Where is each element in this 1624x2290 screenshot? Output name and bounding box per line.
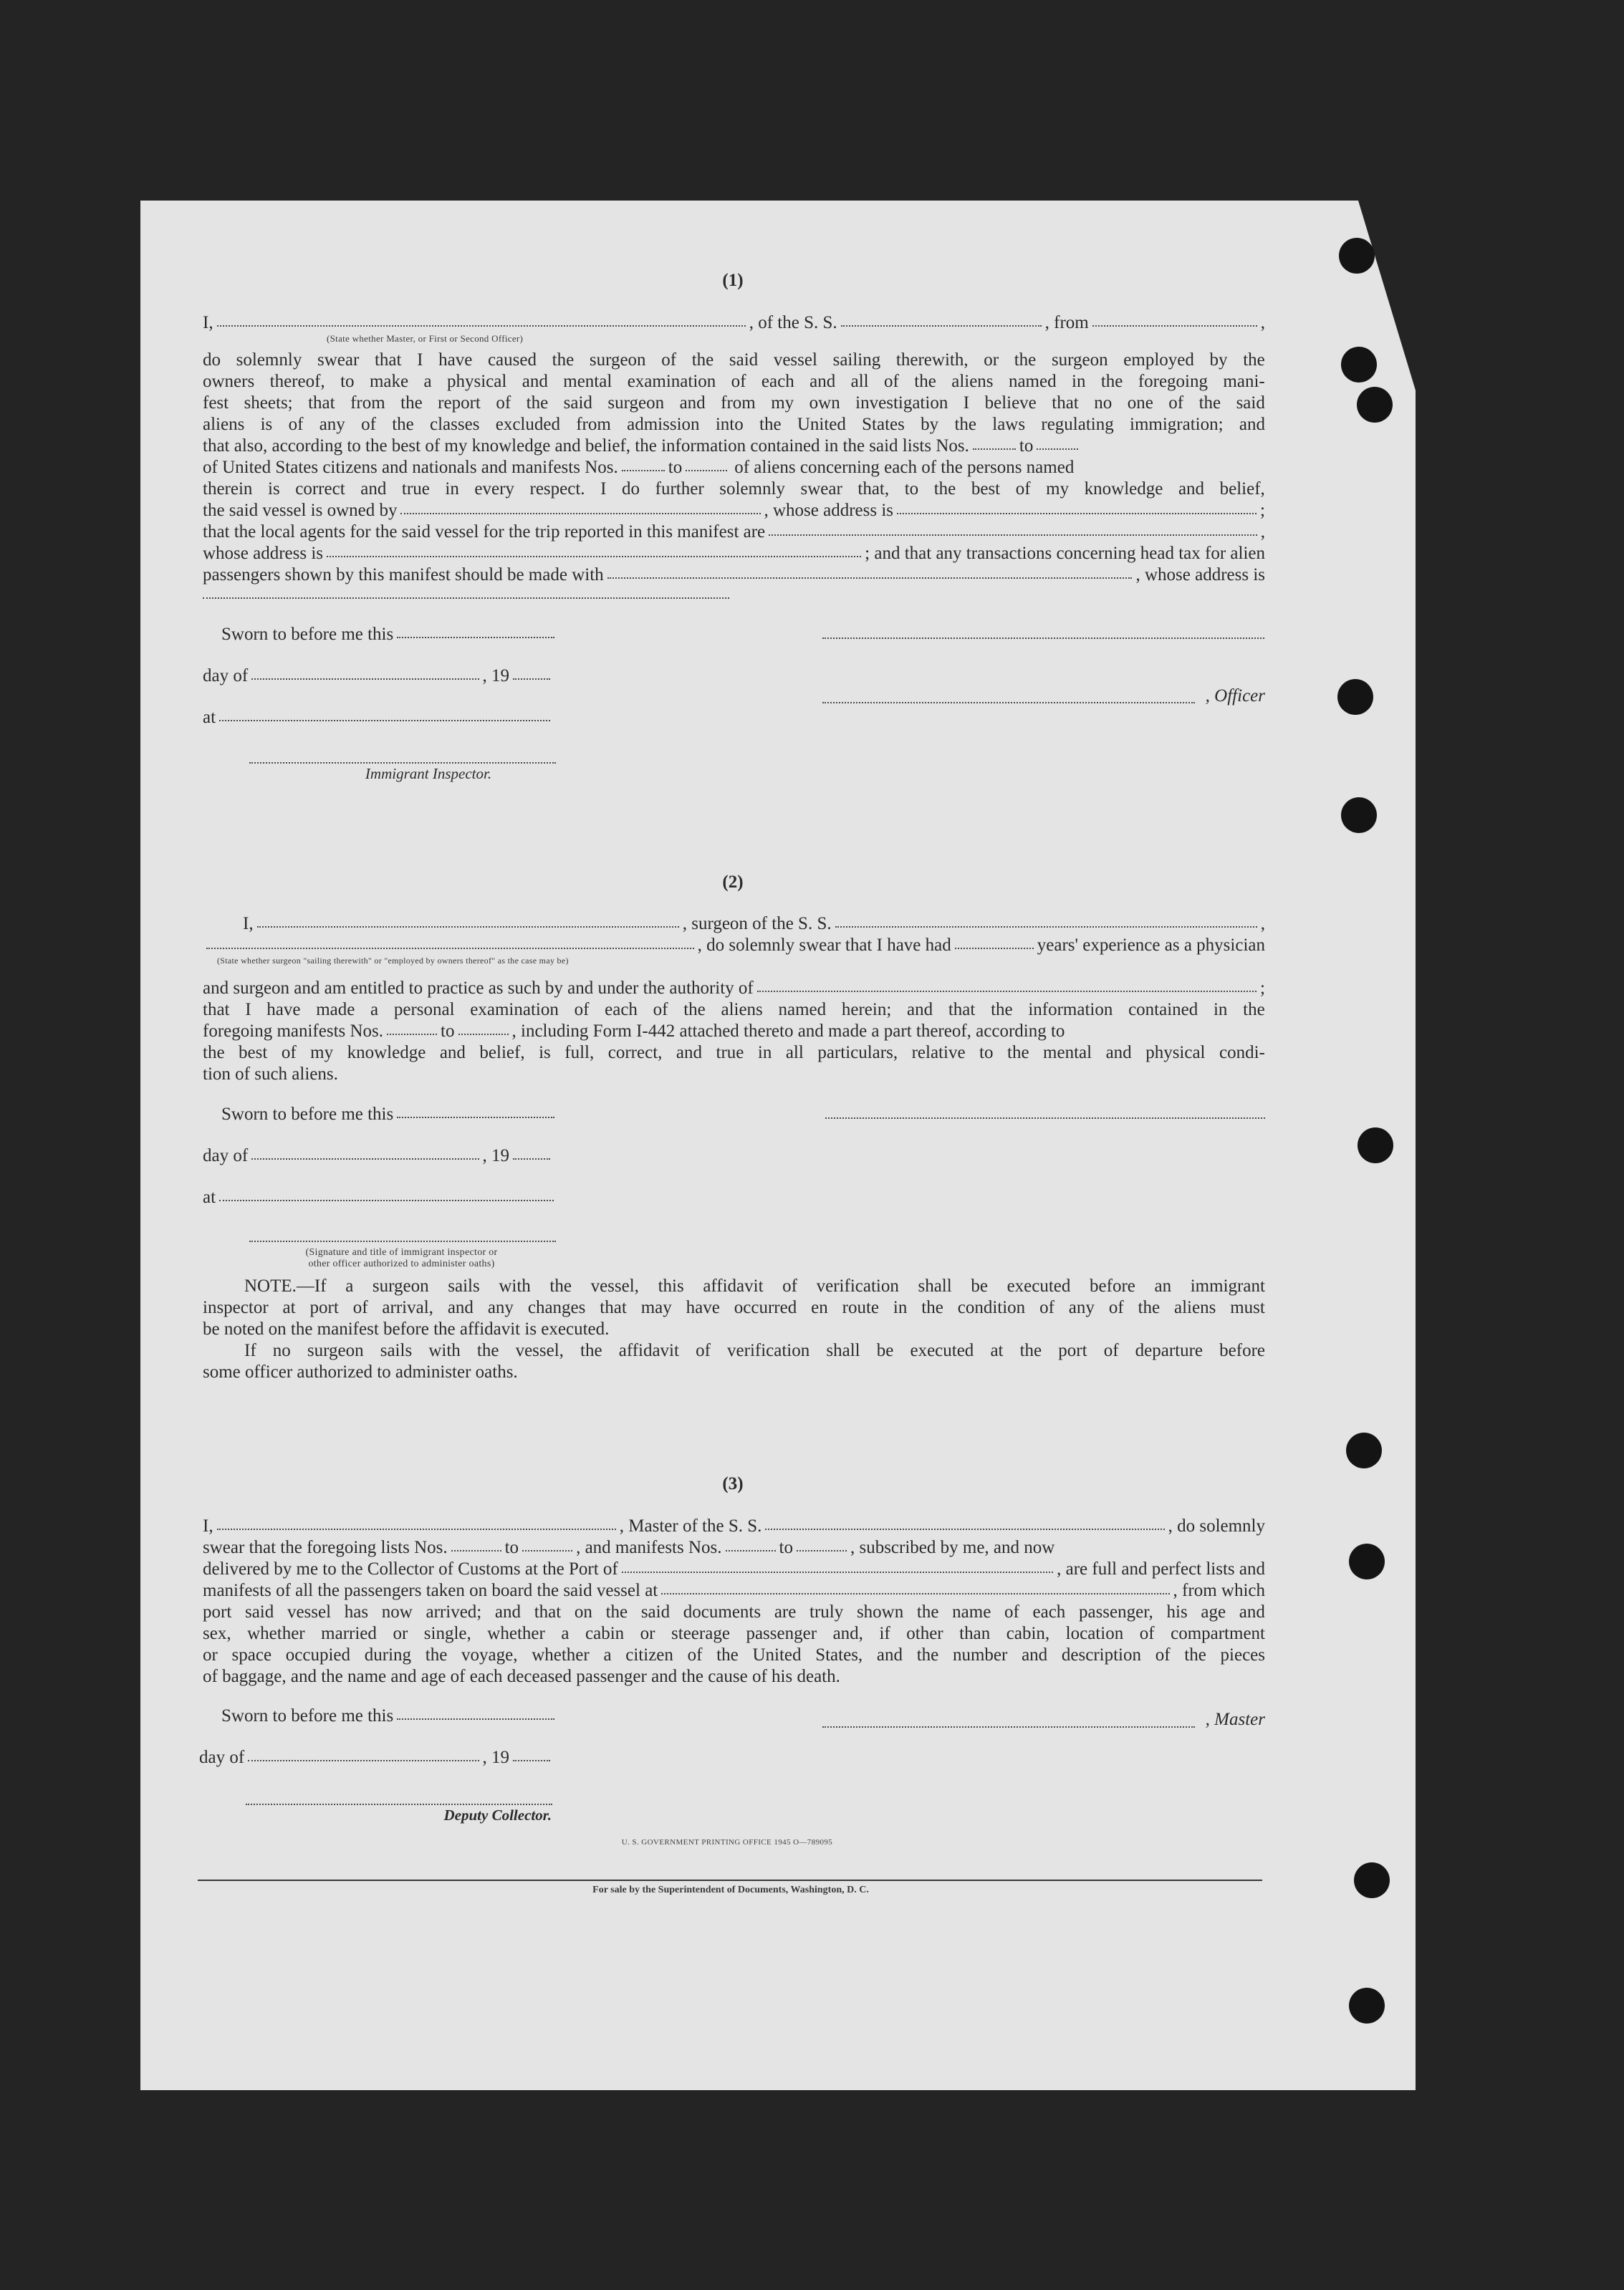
fill-in-blank [973, 436, 1016, 450]
text-line: aliens is of any of the classes excluded from admission into the United States by the laws regulating immigration; and [203, 415, 1265, 434]
collector-title: Deputy Collector. [443, 1806, 552, 1824]
text-line: the said vessel is owned by , whose address is ; [203, 501, 1265, 520]
section-3-day-line: day of , 19 [199, 1747, 554, 1769]
punch-hole [1357, 387, 1393, 423]
section-2-experience-line: , do solemnly swear that I have had years' experience as a physician [203, 935, 1265, 956]
section-1-oath-line: I, , of the S. S. , from , [203, 313, 1265, 332]
section-2-day-line: day of , 19 [203, 1145, 554, 1167]
section-1-sworn-line: Sworn to before me this [221, 624, 558, 645]
fill-in-blank [458, 1021, 509, 1035]
section-1-at-line: at [203, 707, 554, 728]
text-line: swear that the foregoing lists Nos. to , and manifests Nos. to , subscribed by me, and now [203, 1538, 1055, 1557]
punch-hole [1341, 797, 1377, 833]
text-line: that I have made a personal examination of each of the aliens named herein; and that the information contained in the [203, 1000, 1265, 1019]
text-line: the best of my knowledge and belief, is full, correct, and true in all particulars, relative to the mental and physical condi- [203, 1043, 1265, 1062]
footer-rule [198, 1880, 1262, 1881]
fill-in-blank [841, 312, 1042, 327]
section-1-affidavit-text [203, 350, 1265, 586]
day-blank [248, 1747, 479, 1761]
fill-in-blank [607, 564, 1133, 579]
section-3-number: (3) [722, 1474, 744, 1493]
punch-hole [1337, 679, 1373, 715]
text-line: delivered by me to the Collector of Customs at the Port of , are full and perfect lists and [203, 1559, 1265, 1579]
fill-in-blank [327, 543, 861, 557]
master-signature-line [822, 1726, 1195, 1728]
text-line: of United States citizens and nationals and manifests Nos. to of aliens concerning each of the persons named [203, 458, 1075, 477]
punch-hole [1349, 1988, 1385, 2024]
section-2-affidavit-text [203, 978, 1265, 1085]
fill-in-blank [661, 1580, 1169, 1594]
section-2-signature-caption: (Signature and title of immigrant inspector or other officer authorized to administer oaths) [305, 1247, 498, 1269]
text-line: whose address is ; and that any transactions concerning head tax for alien [203, 544, 1265, 563]
text-line: and surgeon and am entitled to practice as such by and under the authority of ; [203, 978, 1265, 998]
section-1-officer-caption: (State whether Master, or First or Second Officer) [327, 333, 524, 344]
fill-in-blank [726, 1537, 776, 1551]
fill-in-blank [206, 935, 694, 949]
text-line: that also, according to the best of my knowledge and belief, the information contained in the said lists Nos. to [203, 436, 1265, 457]
fill-in-blank [622, 1559, 1053, 1573]
section-2-oath-line: I, , surgeon of the S. S. , [243, 914, 1266, 933]
place-blank [219, 1187, 554, 1201]
text-line: do solemnly swear that I have caused the surgeon of the said vessel sailing therewith, or the surgeon employed by the [203, 350, 1265, 370]
text-line: of baggage, and the name and age of each deceased passenger and the cause of his death. [203, 1667, 840, 1686]
fill-in-blank [622, 457, 665, 471]
fill-in-blank [522, 1537, 572, 1551]
section-2-surgeon-caption: (State whether surgeon "sailing therewith" or "employed by owners thereof" as the case may be) [217, 956, 569, 966]
section-3-sworn-line: Sworn to before me this [221, 1706, 558, 1727]
date-blank [397, 1104, 554, 1118]
fill-in-blank [765, 1516, 1164, 1530]
punch-hole [1346, 1433, 1382, 1468]
fill-in-blank [217, 312, 746, 327]
punch-hole [1341, 347, 1377, 383]
section-2-note [203, 1276, 1265, 1383]
text-line: If no surgeon sails with the vessel, the affidavit of verification shall be executed at the port of departure before [244, 1341, 1265, 1360]
text-line: owners thereof, to make a physical and mental examination of each and all of the aliens named in the foregoing mani- [203, 372, 1265, 391]
text-line: some officer authorized to administer oaths. [203, 1362, 518, 1382]
date-blank [397, 1706, 554, 1720]
officer-signature-line [822, 702, 1195, 703]
year-blank [513, 665, 550, 680]
fill-in-blank [400, 500, 760, 514]
text-line: tion of such aliens. [203, 1064, 338, 1084]
inspector-signature-line [249, 762, 556, 764]
fill-in-blank [1092, 312, 1257, 327]
fill-in-blank [897, 500, 1257, 514]
fill-in-blank [387, 1021, 437, 1035]
text-line: fest sheets; that from the report of the said surgeon and from my own investigation I believe that no one of the said [203, 393, 1265, 413]
text-line: be noted on the manifest before the affidavit is executed. [203, 1319, 610, 1339]
officer-signature-line [822, 638, 1264, 639]
text-line: foregoing manifests Nos. to , including Form I-442 attached thereto and made a part thereof, according to [203, 1021, 1065, 1041]
fill-in-blank [217, 1516, 616, 1530]
text-line: sex, whether married or single, whether a cabin or steerage passenger and, if other than cabin, location of compartment [203, 1624, 1265, 1643]
day-blank [251, 665, 479, 680]
authorizing-officer-signature-line [249, 1241, 556, 1242]
inspector-title: Immigrant Inspector. [365, 765, 492, 782]
fill-in-blank [1037, 436, 1078, 450]
surgeon-signature-line [825, 1117, 1265, 1119]
fill-in-blank [769, 521, 1257, 536]
address-continuation-line [203, 597, 729, 599]
punch-hole [1354, 1862, 1390, 1898]
text-line: passengers shown by this manifest should be made with , whose address is [203, 565, 1265, 584]
fill-in-blank [955, 935, 1034, 949]
section-2-at-line: at [203, 1187, 557, 1208]
punch-hole [1358, 1127, 1393, 1163]
fill-in-blank [451, 1537, 501, 1551]
text-line: port said vessel has now arrived; and that on the said documents are truly shown the name of each passenger, his age and [203, 1602, 1265, 1622]
section-2-sworn-line: Sworn to before me this [221, 1104, 558, 1125]
fill-in-blank [797, 1537, 847, 1551]
text-line: manifests of all the passengers taken on board the said vessel at , from which [203, 1581, 1265, 1600]
master-title: , Master [1205, 1710, 1265, 1729]
printing-office-imprint: U. S. GOVERNMENT PRINTING OFFICE 1945 O—789095 [621, 1838, 833, 1847]
fill-in-blank [686, 457, 727, 471]
punch-hole [1349, 1544, 1385, 1579]
collector-signature-line [246, 1804, 552, 1805]
text-line: NOTE.—If a surgeon sails with the vessel, this affidavit of verification shall be executed before an immigrant [244, 1276, 1265, 1296]
text-line: therein is correct and true in every respect. I do further solemnly swear that, to the best of my knowledge and belief, [203, 479, 1265, 499]
officer-title: , Officer [1205, 686, 1265, 706]
section-1-day-line: day of , 19 [203, 665, 554, 687]
text-line: or space occupied during the voyage, whether a citizen of the United States, and the number and description of the pieces [203, 1645, 1265, 1665]
section-2-number: (2) [722, 872, 744, 892]
sale-notice: For sale by the Superintendent of Documents, Washington, D. C. [592, 1885, 869, 1895]
day-blank [251, 1145, 479, 1160]
text-line: I, , Master of the S. S. , do solemnly [203, 1516, 1266, 1536]
fill-in-blank [757, 978, 1257, 992]
year-blank [513, 1747, 550, 1761]
year-blank [513, 1145, 550, 1160]
section-3-affidavit-text [203, 1516, 1265, 1688]
date-blank [397, 624, 554, 638]
punch-hole [1339, 238, 1375, 274]
fill-in-blank [257, 913, 679, 928]
place-blank [219, 707, 550, 721]
text-line: that the local agents for the said vessel for the trip reported in this manifest are , [203, 522, 1265, 542]
section-1-number: (1) [722, 271, 744, 290]
text-line: inspector at port of arrival, and any changes that may have occurred en route in the condition of any of the aliens must [203, 1298, 1265, 1317]
fill-in-blank [835, 913, 1257, 928]
